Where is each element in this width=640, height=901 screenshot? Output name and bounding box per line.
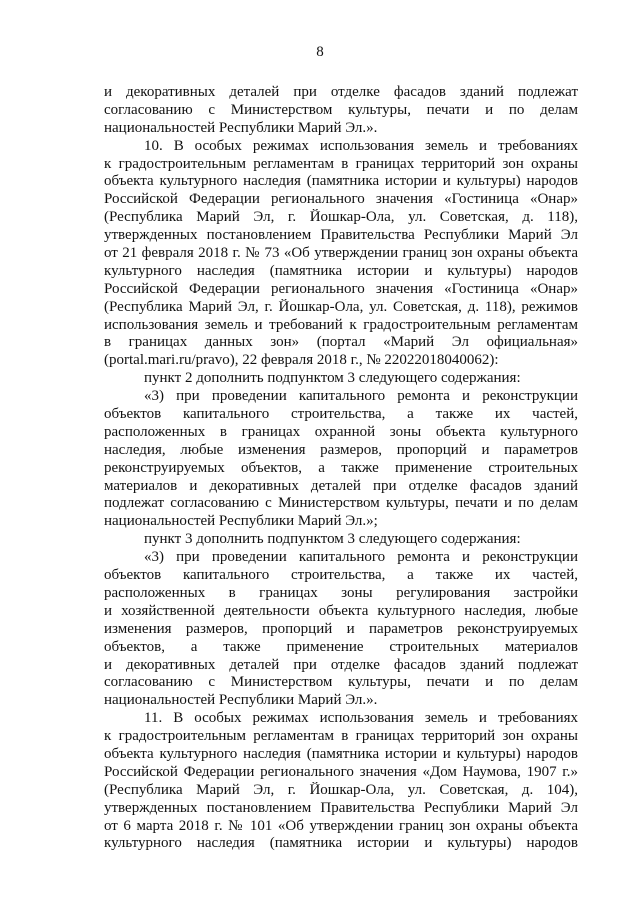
- text-line: к градостроительным регламентам в границах территорий зон охраны: [104, 728, 578, 745]
- text-line: и декоративных деталей при отделке фасадов зданий подлежат: [104, 84, 578, 100]
- text-line: Российской Федерации регионального значения «Гостиница «Онар»: [104, 191, 578, 208]
- text-line: объектов капитального строительства, а также их частей,: [104, 406, 578, 423]
- text-line: согласованию с Министерством культуры, печати и по делам: [104, 674, 578, 691]
- text-line: в границах данных зон» (портал «Марий Эл официальная»: [104, 334, 578, 351]
- text-line: национальностей Республики Марий Эл.».: [104, 119, 378, 136]
- text-line: «3) при проведении капитального ремонта и реконструкции: [144, 549, 578, 566]
- text-line: от 21 февраля 2018 г. № 73 «Об утверждении границ зон охраны объекта: [104, 245, 578, 262]
- text-line: объектов, а также применение строительных материалов: [104, 638, 578, 655]
- text-line: (Республика Марий Эл, г. Йошкар-Ола, ул. Советская, д. 118),: [104, 209, 578, 226]
- text-line: 11. В особых режимах использования земель и требованиях: [144, 710, 578, 727]
- document-body: [104, 84, 578, 853]
- text-line: согласованию с Министерством культуры, печати и по делам: [104, 101, 578, 118]
- text-line: изменения размеров, пропорций и параметров реконструируемых: [104, 620, 578, 637]
- text-line: пункт 2 дополнить подпунктом 3 следующего содержания:: [144, 370, 521, 387]
- text-line: «3) при проведении капитального ремонта и реконструкции: [144, 388, 578, 405]
- text-line: утвержденных постановлением Правительства Республики Марий Эл: [104, 227, 578, 244]
- text-line: национальностей Республики Марий Эл.».: [104, 692, 378, 709]
- text-line: использования земель и требований к градостроительным регламентам: [104, 316, 578, 333]
- text-line: Российской Федерации регионального значения «Дом Наумова, 1907 г.»: [104, 763, 578, 780]
- text-line: наследия, любые изменения размеров, пропорций и параметров: [104, 441, 578, 458]
- text-line: Российской Федерации регионального значения «Гостиница «Онар»: [104, 280, 578, 297]
- text-line: (Республика Марий Эл, г. Йошкар-Ола, ул. Советская, д. 118), режимов: [104, 298, 578, 315]
- text-line: к градостроительным регламентам в границах территорий зон охраны: [104, 155, 578, 172]
- text-line: (portal.mari.ru/pravo), 22 февраля 2018 г., № 22022018040062):: [104, 352, 499, 369]
- text-line: подлежат согласованию с Министерством культуры, печати и по делам: [104, 495, 578, 512]
- text-line: культурного наследия (памятника истории и культуры) народов: [104, 835, 578, 852]
- text-line: культурного наследия (памятника истории и культуры) народов: [104, 262, 578, 279]
- text-line: утвержденных постановлением Правительства Республики Марий Эл: [104, 799, 578, 816]
- text-line: расположенных в границах зоны регулирования застройки: [104, 584, 578, 601]
- text-line: объекта культурного наследия (памятника истории и культуры) народов: [104, 745, 578, 762]
- text-line: объектов капитального строительства, а также их частей,: [104, 567, 578, 584]
- text-line: от 6 марта 2018 г. № 101 «Об утверждении границ зон охраны объекта: [104, 817, 578, 834]
- text-line: материалов и декоративных деталей при отделке фасадов зданий: [104, 477, 578, 494]
- text-line: реконструируемых объектов, а также применение строительных: [104, 459, 578, 476]
- text-line: расположенных в границах охранной зоны объекта культурного: [104, 423, 578, 440]
- text-line: объекта культурного наследия (памятника истории и культуры) народов: [104, 173, 578, 190]
- text-line: и хозяйственной деятельности объекта культурного наследия, любые: [104, 602, 578, 619]
- text-line: (Республика Марий Эл, г. Йошкар-Ола, ул. Советская, д. 104),: [104, 781, 578, 798]
- text-line: и декоративных деталей при отделке фасадов зданий подлежат: [104, 656, 578, 673]
- text-line: 10. В особых режимах использования земель и требованиях: [144, 137, 578, 154]
- text-line: национальностей Республики Марий Эл.»;: [104, 513, 378, 530]
- page-number: 8: [316, 44, 324, 60]
- text-line: пункт 3 дополнить подпунктом 3 следующего содержания:: [144, 531, 521, 548]
